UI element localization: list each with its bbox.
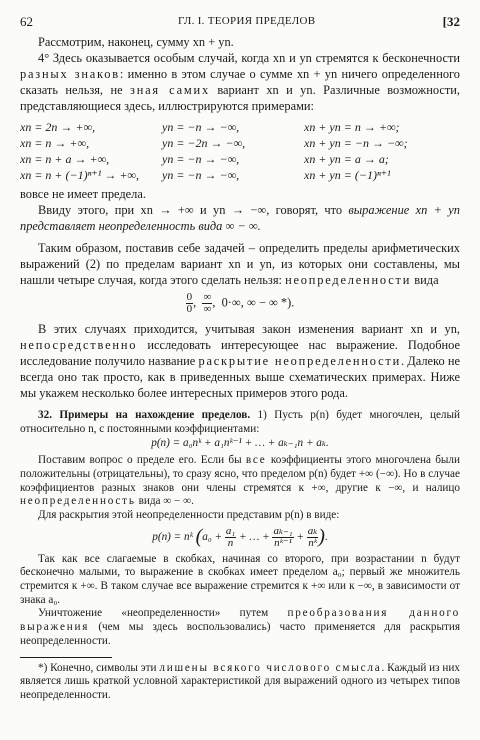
- paragraph-conclusion: Так как все слагаемые в скобках, начиная со второго, при возрастании n будут бесконечно малыми, то выражение в скобках имеет пределом a₀; первый же множитель стремится к +∞. В таком случае все выражение стремится к +∞ или к −∞, в зависимости от знака a₀.: [20, 552, 460, 606]
- example-cell: xn = 2n → +∞,: [20, 120, 96, 134]
- example-cell: xn + yn = n → +∞;: [304, 120, 400, 134]
- example-cell: yn = −n → −∞,: [162, 120, 240, 134]
- text-run: Уничтожение «неопределенности» путем: [38, 607, 269, 620]
- spaced-emphasis: все: [245, 454, 267, 467]
- formula-end: .: [324, 530, 328, 543]
- fraction-ak-over-nk: $\frac{\text{aₖ}}{\text{nᵏ}}$: [307, 524, 318, 549]
- page-number: 62: [20, 14, 33, 29]
- fraction-ak1-over-nk1: $\frac{\text{aₖ₋₁}}{\text{nᵏ⁻¹}}$: [273, 524, 293, 549]
- text-run: (чем мы здесь воспользовались) часто применяется для раскрытия неопределенности.: [20, 621, 460, 647]
- italic-emphasis: выражение xn + yn представляет неопределенность вида ∞ − ∞.: [20, 203, 460, 233]
- text-run: : именно в этом случае о сумме xn + yn ничего определенного сказать нельзя, не: [20, 67, 460, 97]
- formula-lead: p(n) = nᵏ: [152, 530, 193, 543]
- indeterminate-forms: $\frac{0}{0}$ , $\frac{\infty}{\infty}$ , 0·∞, ∞ − ∞ *).: [186, 291, 295, 315]
- spaced-emphasis: лишены всякого числового смысла: [159, 661, 382, 674]
- spaced-emphasis: преобразования данного выражения: [20, 607, 461, 634]
- spaced-emphasis: разных знаков: [20, 67, 120, 81]
- fraction-inf-over-inf: $\frac{\infty}{\infty}$: [203, 291, 212, 315]
- footnote-rule: [20, 657, 112, 658]
- examples-table: [20, 119, 460, 183]
- paragraph-polynomial-limit: [20, 454, 460, 509]
- text-run: Ввиду этого, при xn → +∞ и yn → −∞, говорят, что: [38, 203, 343, 217]
- formula-term: a₀ +: [202, 530, 223, 543]
- footnote: [20, 662, 460, 703]
- text-run: Таким образом, поставив себе задачей – определить пределы арифметических выражений (2) по пределам вариант xn и yn, из которых они составлены, мы нашли четыре случая, когда этого сделать нельзя:: [20, 241, 460, 287]
- formula-factored: p(n) = nᵏ (a₀ + $\frac{\text{a₁}}{n}$ + … + $\frac{\text{aₖ₋₁}}{\text{nᵏ⁻¹}}$ + $\frac{\text{aₖ}}{\text{nᵏ}}$ ).: [152, 524, 328, 549]
- paragraph-sum-intro: Рассмотрим, наконец, сумму xn + yn.: [38, 35, 234, 49]
- text-run: вида: [414, 273, 439, 287]
- example-cell: xn + yn = −n → −∞;: [304, 136, 408, 150]
- page-body: [20, 34, 460, 703]
- formula-polynomial: p(n) = a₀nᵏ + a₁nᵏ⁻¹ + … + aₖ₋₁n + aₖ.: [151, 437, 329, 450]
- example-cell: yn = −2n → −∞,: [162, 136, 246, 150]
- spaced-emphasis: непосредственно: [20, 338, 138, 352]
- paragraph-transformation: [20, 607, 460, 648]
- paragraph-no-limit: вовсе не имеет предела.: [20, 187, 146, 201]
- text-run: . Далеко не всегда оно так просто, как в приведенных выше схематических примерах. Ниже мы укажем несколько более интересных примеров этого рода.: [20, 354, 460, 400]
- text-run: коэффициенты этого многочлена были положительны (отрицательны), то сразу ясно, что пределом p(n) будет +∞ (−∞). Но в случае коэффициентов разных знаков они члены стремятся к +∞, другие к −∞, и налицо: [20, 454, 461, 494]
- section-marker: [32: [442, 14, 460, 29]
- text-run: *) Конечно, символы эти: [38, 661, 157, 674]
- paragraph-resolving: [20, 321, 460, 401]
- spaced-emphasis: неопределенность: [20, 495, 136, 508]
- spaced-emphasis: раскрытие неопределенности: [198, 354, 402, 368]
- paragraph-representation: Для раскрытия этой неопределенности представим p(n) в виде:: [38, 508, 340, 521]
- fraction-zero-over-zero: $\frac{0}{0}$: [186, 291, 193, 315]
- text-run: . Каждый из них является лишь краткой условной характеристикой для выражений одного из четырех типов неопределенности.: [20, 661, 460, 701]
- formula-term: + … +: [239, 530, 270, 543]
- example-cell: xn = n + (−1)ⁿ⁺¹ → +∞,: [20, 168, 139, 182]
- text-run: исследовать интересующее нас выражение. Подобное исследование получило название: [20, 338, 460, 368]
- example-cell: xn = n + a → +∞,: [20, 152, 110, 166]
- example-cell: xn + yn = a → a;: [304, 152, 389, 166]
- text-run: В этих случаях приходится, учитывая закон изменения вариант xn и yn,: [38, 322, 460, 336]
- spaced-emphasis: зная самих: [130, 83, 210, 97]
- running-title: ГЛ. I. ТЕОРИЯ ПРЕДЕЛОВ: [178, 15, 316, 27]
- example-cell: yn = −n → −∞,: [162, 152, 240, 166]
- text-run: 4° Здесь оказывается особым случай, когда xn и yn стремятся к бесконечности: [38, 51, 460, 65]
- section-heading: 32. Примеры на нахождение пределов.: [38, 409, 251, 421]
- forms-rest: 0·∞, ∞ − ∞ *).: [221, 295, 295, 310]
- paragraph-infinity-minus-infinity: [20, 202, 460, 234]
- paragraph-case-4: [20, 50, 460, 114]
- paragraph-four-cases: [20, 240, 460, 288]
- formula-term: +: [296, 530, 304, 543]
- example-cell: xn + yn = (−1)ⁿ⁺¹: [304, 168, 391, 182]
- fraction-a1-over-n: $\frac{\text{a₁}}{n}$: [225, 524, 236, 549]
- text-run: вариант xn и yn. Различные возможности, представляющиеся здесь, иллюстрируются примерами:: [20, 83, 461, 113]
- page-header: [20, 14, 460, 30]
- spaced-emphasis: неопределенности: [285, 273, 412, 287]
- example-cell: xn = n → +∞,: [20, 136, 90, 150]
- text-run: 1) Пусть p(n) будет многочлен, целый относительно n, с постоянными коэффициентами:: [20, 409, 461, 435]
- text-run: вида ∞ − ∞.: [138, 495, 194, 508]
- section-32-intro: [20, 409, 460, 436]
- example-cell: yn = −n → −∞,: [162, 168, 240, 182]
- text-run: Поставим вопрос о пределе его. Если бы: [38, 454, 242, 467]
- section-32: [20, 409, 460, 703]
